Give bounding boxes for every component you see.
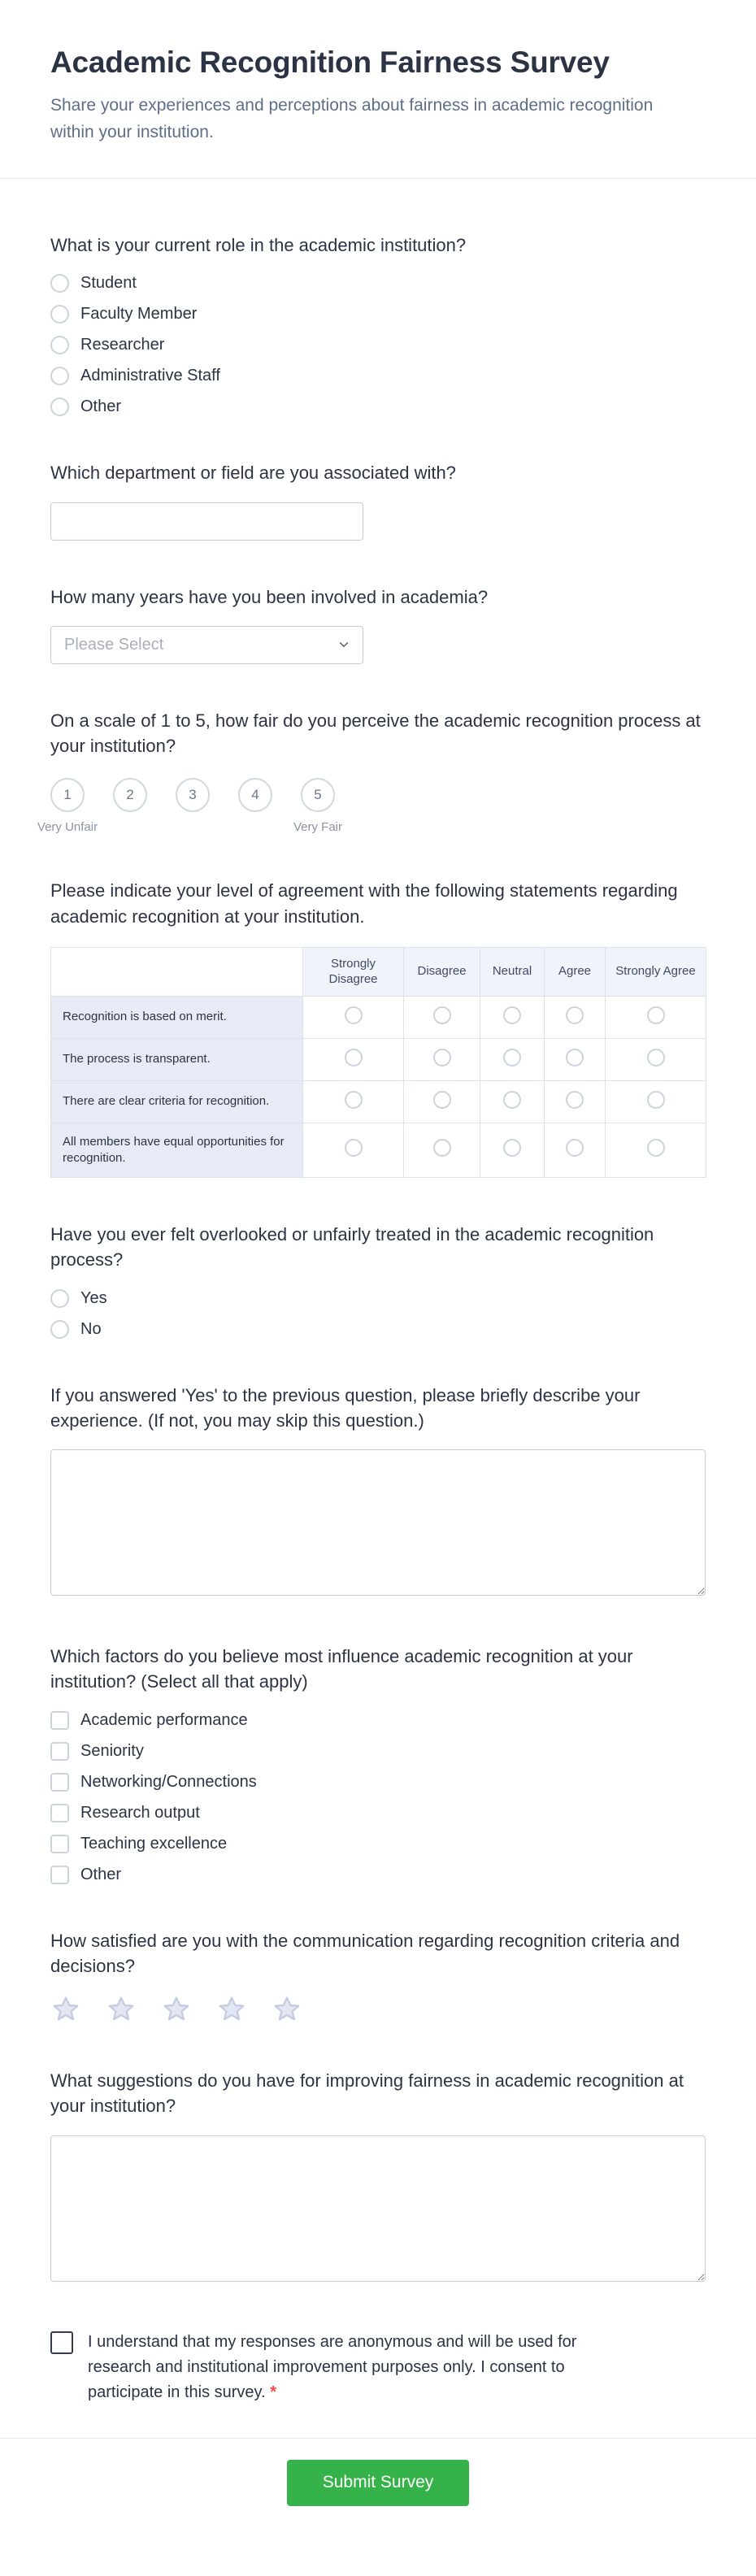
option-label: Teaching excellence	[80, 1834, 228, 1853]
checkbox-icon[interactable]	[50, 1866, 69, 1884]
matrix-row-merit	[51, 996, 706, 1038]
matrix-cell[interactable]	[303, 1080, 404, 1123]
radio-icon[interactable]	[647, 1139, 665, 1157]
checkbox-icon[interactable]	[50, 1773, 69, 1792]
scale-row	[37, 778, 706, 835]
question-label: What is your current role in the academic institution?	[50, 235, 467, 256]
matrix-col-header: Disagree	[404, 947, 480, 996]
radio-icon[interactable]	[345, 1091, 363, 1109]
star-icon[interactable]	[50, 1995, 81, 2024]
scale-circle-4[interactable]: 4	[238, 778, 272, 812]
option-label: Yes	[80, 1288, 107, 1307]
checkbox-option-other[interactable]	[50, 1866, 706, 1884]
option-label: Administrative Staff	[80, 367, 220, 385]
question-suggestions	[50, 2068, 706, 2285]
question-label: What suggestions do you have for improving fairness in academic recognition at your institution?	[50, 2070, 684, 2117]
question-role	[50, 232, 706, 416]
radio-icon[interactable]	[647, 1006, 665, 1024]
question-label: On a scale of 1 to 5, how fair do you perceive the academic recognition process at your institution?	[50, 710, 701, 757]
consent-label	[88, 2330, 612, 2405]
option-label: Faculty Member	[80, 305, 198, 324]
radio-icon[interactable]	[503, 1049, 521, 1066]
radio-icon[interactable]	[566, 1049, 584, 1066]
matrix-col-header: Neutral	[480, 947, 545, 996]
radio-option-other[interactable]	[50, 397, 706, 416]
matrix-cell[interactable]	[606, 996, 706, 1038]
option-label: No	[80, 1319, 102, 1338]
matrix-row-label: The process is transparent.	[51, 1038, 303, 1080]
consent-checkbox[interactable]	[50, 2331, 73, 2354]
matrix-col-header: Strongly Agree	[606, 947, 706, 996]
matrix-row-criteria	[51, 1080, 706, 1123]
question-factors	[50, 1644, 706, 1883]
scale-option-3	[176, 778, 210, 834]
question-label: How satisfied are you with the communication regarding recognition criteria and decisions?	[50, 1930, 680, 1976]
matrix-cell[interactable]	[606, 1080, 706, 1123]
radio-icon[interactable]	[503, 1139, 521, 1157]
matrix-cell[interactable]	[545, 1038, 606, 1080]
question-label: Please indicate your level of agreement with the following statements regarding academic recognition at your institution.	[50, 880, 678, 927]
matrix-cell[interactable]	[606, 1123, 706, 1178]
radio-icon[interactable]	[647, 1049, 665, 1066]
radio-option-faculty-member[interactable]	[50, 305, 706, 324]
matrix-cell[interactable]	[480, 1123, 545, 1178]
matrix-col-header: Strongly Disagree	[303, 947, 404, 996]
matrix-cell[interactable]	[480, 1038, 545, 1080]
checkbox-option-networking[interactable]	[50, 1773, 706, 1792]
question-label: Have you ever felt overlooked or unfairly treated in the academic recognition process?	[50, 1224, 654, 1271]
radio-icon[interactable]	[433, 1139, 451, 1157]
form-subtitle: Share your experiences and perceptions about fairness in academic recognition within your institution.	[50, 96, 654, 141]
radio-icon[interactable]	[50, 274, 69, 293]
matrix-row-label: There are clear criteria for recognition.	[51, 1080, 303, 1123]
years-select[interactable]	[50, 626, 363, 664]
radio-icon[interactable]	[50, 305, 69, 324]
matrix-cell[interactable]	[606, 1038, 706, 1080]
matrix-row-transparent	[51, 1038, 706, 1080]
radio-icon[interactable]	[566, 1091, 584, 1109]
option-label: Other	[80, 1865, 122, 1883]
star-icon[interactable]	[216, 1995, 247, 2024]
checkbox-icon[interactable]	[50, 1804, 69, 1822]
radio-icon[interactable]	[50, 397, 69, 416]
radio-option-yes[interactable]	[50, 1289, 706, 1308]
required-asterisk: *	[270, 2383, 276, 2401]
scale-option-1	[37, 778, 98, 835]
consent-row[interactable]	[50, 2330, 706, 2405]
checkbox-icon[interactable]	[50, 1835, 69, 1853]
matrix-cell[interactable]	[303, 996, 404, 1038]
matrix-cell[interactable]	[480, 1080, 545, 1123]
option-label: Seniority	[80, 1741, 144, 1760]
question-label: If you answered 'Yes' to the previous question, please briefly describe your experience. (If not, you may skip this question.)	[50, 1384, 641, 1431]
scale-option-4	[238, 778, 272, 834]
option-label: Networking/Connections	[80, 1772, 257, 1791]
scale-min-label: Very Unfair	[37, 820, 98, 835]
radio-icon[interactable]	[433, 1049, 451, 1066]
question-label: Which factors do you believe most influence academic recognition at your institution? (Select all that apply)	[50, 1646, 633, 1692]
page-title: Academic Recognition Fairness Survey	[50, 46, 610, 79]
matrix-row-equal-opportunities	[51, 1123, 706, 1178]
checkbox-option-teaching-excellence[interactable]	[50, 1835, 706, 1853]
question-satisfaction	[50, 1928, 706, 2024]
question-department	[50, 460, 706, 540]
radio-icon[interactable]	[50, 1320, 69, 1339]
radio-option-researcher[interactable]	[50, 336, 706, 354]
scale-option-5	[293, 778, 343, 835]
matrix-cell[interactable]	[545, 1080, 606, 1123]
matrix-corner-cell	[51, 947, 303, 996]
matrix-row-label: All members have equal opportunities for recognition.	[51, 1123, 303, 1178]
radio-icon[interactable]	[503, 1006, 521, 1024]
option-label: Researcher	[80, 336, 165, 354]
matrix-cell[interactable]	[404, 996, 480, 1038]
matrix-cell[interactable]	[303, 1038, 404, 1080]
chevron-down-icon	[337, 637, 351, 652]
radio-icon[interactable]	[433, 1006, 451, 1024]
question-years	[50, 584, 706, 664]
checkbox-option-academic-performance[interactable]	[50, 1711, 706, 1730]
matrix-cell[interactable]	[480, 996, 545, 1038]
form-header	[0, 0, 756, 178]
star-rating	[50, 1995, 706, 2024]
matrix-cell[interactable]	[303, 1123, 404, 1178]
option-label: Other	[80, 397, 122, 416]
question-agreement-matrix	[50, 878, 706, 1178]
scale-circle-3[interactable]: 3	[176, 778, 210, 812]
radio-icon[interactable]	[345, 1049, 363, 1066]
scale-circle-2[interactable]: 2	[113, 778, 147, 812]
radio-icon[interactable]	[345, 1006, 363, 1024]
radio-option-student[interactable]	[50, 274, 706, 293]
checkbox-option-research-output[interactable]	[50, 1804, 706, 1822]
experience-textarea[interactable]	[50, 1449, 706, 1596]
question-experience	[50, 1383, 706, 1600]
matrix-cell[interactable]	[404, 1038, 480, 1080]
radio-icon[interactable]	[433, 1091, 451, 1109]
question-label: How many years have you been involved in academia?	[50, 586, 489, 607]
checkbox-option-seniority[interactable]	[50, 1742, 706, 1761]
matrix-cell[interactable]	[545, 1123, 606, 1178]
radio-icon[interactable]	[566, 1139, 584, 1157]
radio-icon[interactable]	[647, 1091, 665, 1109]
option-label: Academic performance	[80, 1710, 248, 1729]
form-body	[0, 179, 756, 2404]
submit-area	[0, 2438, 756, 2576]
matrix-col-header: Agree	[545, 947, 606, 996]
star-icon[interactable]	[161, 1995, 192, 2024]
question-overlooked	[50, 1222, 706, 1338]
select-placeholder: Please Select	[64, 635, 164, 654]
submit-button[interactable]: Submit Survey	[287, 2460, 470, 2506]
question-label: Which department or field are you associated with?	[50, 463, 456, 484]
department-input[interactable]	[50, 502, 363, 541]
radio-option-administrative-staff[interactable]	[50, 367, 706, 385]
radio-icon[interactable]	[50, 367, 69, 385]
agreement-matrix-table	[50, 947, 706, 1179]
scale-circle-1[interactable]: 1	[50, 778, 85, 812]
scale-circle-5[interactable]: 5	[301, 778, 335, 812]
matrix-cell[interactable]	[545, 996, 606, 1038]
matrix-row-label: Recognition is based on merit.	[51, 996, 303, 1038]
radio-option-no[interactable]	[50, 1320, 706, 1339]
star-icon[interactable]	[106, 1995, 137, 2024]
checkbox-icon[interactable]	[50, 1742, 69, 1761]
option-label: Research output	[80, 1803, 200, 1822]
scale-option-2	[113, 778, 147, 834]
matrix-cell[interactable]	[404, 1123, 480, 1178]
matrix-cell[interactable]	[404, 1080, 480, 1123]
scale-max-label: Very Fair	[293, 820, 343, 835]
star-icon[interactable]	[272, 1995, 302, 2024]
radio-icon[interactable]	[50, 336, 69, 354]
question-fairness-scale	[37, 708, 706, 835]
option-label: Student	[80, 274, 137, 293]
radio-icon[interactable]	[503, 1091, 521, 1109]
radio-icon[interactable]	[50, 1289, 69, 1308]
checkbox-icon[interactable]	[50, 1711, 69, 1730]
radio-icon[interactable]	[566, 1006, 584, 1024]
consent-label-text: I understand that my responses are anonymous and will be used for research and institutional improvement purposes only. I consent to participate in this survey.	[88, 2332, 577, 2401]
radio-icon[interactable]	[345, 1139, 363, 1157]
suggestions-textarea[interactable]	[50, 2135, 706, 2282]
